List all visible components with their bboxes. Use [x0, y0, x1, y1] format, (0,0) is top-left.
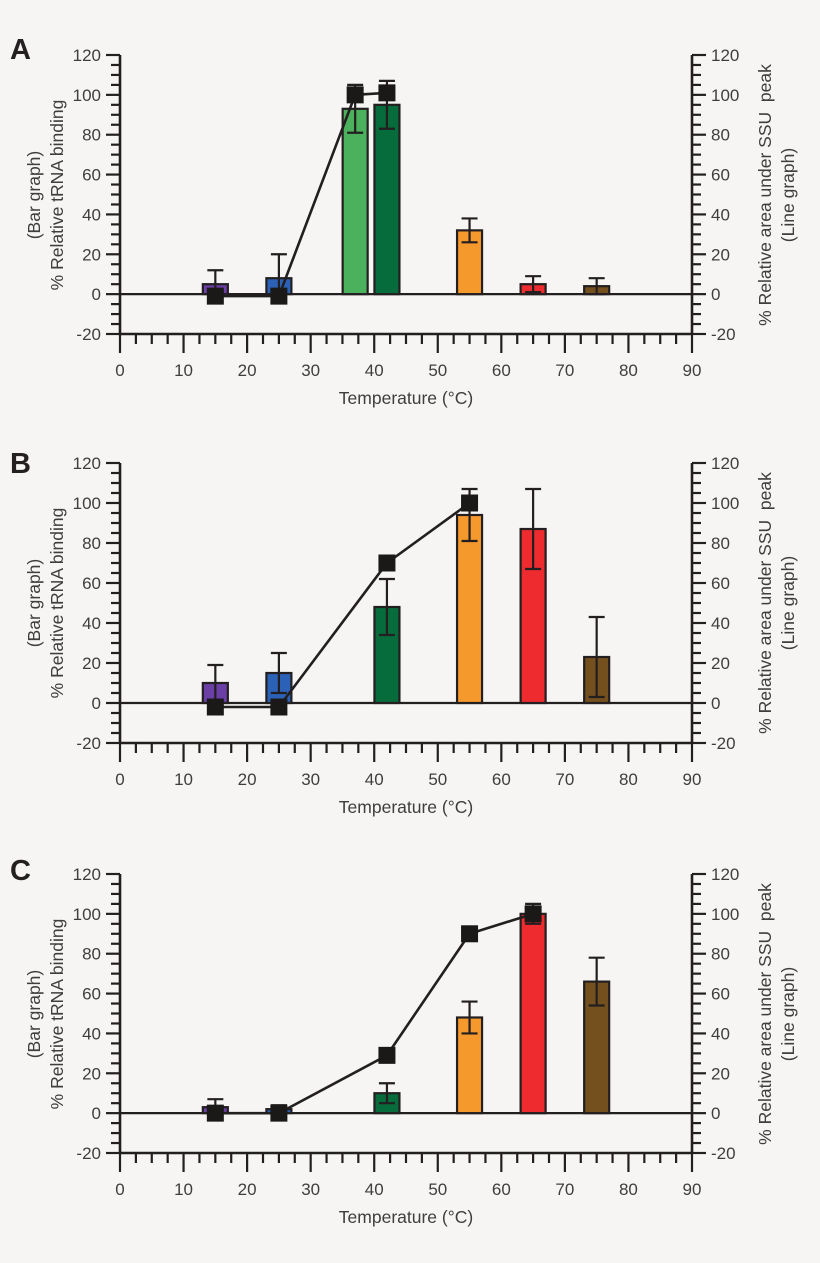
y-tick-label-right: 100	[711, 494, 740, 513]
y-tick-label-right: 120	[711, 865, 740, 884]
y-tick-label-right: 100	[711, 85, 740, 105]
y-tick-label-left: 60	[82, 574, 101, 593]
y-tick-label-left: -20	[76, 734, 101, 753]
line-marker-65c	[525, 905, 542, 922]
y-tick-label-left: 60	[82, 165, 101, 185]
y-tick-label-left: 80	[82, 944, 101, 964]
x-tick-label: 70	[555, 770, 575, 789]
line-marker-42c	[378, 1047, 395, 1064]
x-tick-label: 20	[237, 361, 257, 380]
panel-label-b: B	[10, 448, 31, 480]
y-tick-label-right: 100	[711, 904, 740, 924]
y-tick-label-right: -20	[711, 325, 736, 344]
y-tick-label-right: 20	[711, 245, 730, 265]
line-marker-25c	[270, 699, 287, 716]
left-axis-title-c	[23, 919, 69, 1110]
line-marker-15c	[207, 288, 224, 305]
x-tick-label: 80	[618, 1180, 638, 1199]
x-axis-title-b: Temperature (°C)	[338, 797, 474, 817]
x-tick-label: 20	[237, 1180, 257, 1199]
bar-red-65c	[521, 914, 546, 1113]
x-tick-label: 60	[491, 1180, 511, 1199]
right-axis-title-line1: % Relative area under SSU peak	[755, 472, 775, 734]
y-tick-label-right: 60	[711, 984, 730, 1004]
line-marker-42c	[378, 555, 395, 572]
x-axis-title-c: Temperature (°C)	[338, 1207, 474, 1227]
right-axis-title-line2: (Line graph)	[778, 966, 798, 1062]
y-tick-label-right: 80	[711, 944, 730, 964]
right-axis-title-line1: % Relative area under SSU peak	[755, 883, 775, 1145]
y-tick-label-left: 100	[72, 494, 101, 513]
x-tick-label: 50	[428, 770, 448, 789]
y-tick-label-right: 40	[711, 614, 730, 633]
chart-svg-b	[0, 420, 820, 842]
right-axis-title-b	[754, 472, 800, 734]
x-tick-label: 90	[682, 361, 702, 380]
x-tick-label: 90	[682, 1180, 702, 1199]
x-tick-label: 20	[237, 770, 257, 789]
y-tick-label-right: 120	[711, 454, 740, 473]
x-tick-label: 60	[491, 361, 511, 380]
y-tick-label-left: 120	[72, 46, 101, 65]
panel-label-c: C	[10, 855, 31, 887]
x-tick-label: 10	[174, 1180, 194, 1199]
x-tick-label: 90	[682, 770, 702, 789]
x-tick-label: 30	[301, 1180, 321, 1199]
y-tick-label-left: 100	[72, 85, 101, 105]
right-axis-title-line2: (Line graph)	[778, 147, 798, 243]
y-tick-label-right: 0	[711, 694, 721, 713]
x-tick-label: 80	[618, 770, 638, 789]
x-tick-label: 70	[555, 1180, 575, 1199]
line-series	[215, 914, 533, 1113]
y-tick-label-left: 60	[82, 984, 101, 1004]
y-tick-label-left: 20	[82, 245, 101, 265]
line-marker-25c	[270, 1105, 287, 1122]
y-tick-label-right: 80	[711, 125, 730, 145]
left-axis-title-line1: (Bar graph)	[24, 150, 44, 240]
left-axis-title-line2: % Relative tRNA binding	[47, 507, 67, 699]
y-tick-label-left: 40	[82, 1024, 101, 1044]
y-tick-label-right: 20	[711, 1064, 730, 1084]
y-tick-label-left: 100	[72, 904, 101, 924]
y-tick-label-right: 40	[711, 205, 730, 225]
y-tick-label-left: -20	[76, 1144, 101, 1163]
y-tick-label-left: 0	[91, 694, 101, 713]
y-tick-label-right: -20	[711, 734, 736, 753]
line-marker-15c	[207, 1105, 224, 1122]
y-tick-label-left: 80	[82, 125, 101, 145]
y-tick-label-right: 20	[711, 654, 730, 673]
x-tick-label: 10	[174, 361, 194, 380]
line-marker-37c	[347, 86, 364, 103]
left-axis-title-line1: (Bar graph)	[24, 558, 44, 648]
x-tick-label: 40	[364, 1180, 384, 1199]
line-marker-15c	[207, 699, 224, 716]
y-tick-label-right: 60	[711, 165, 730, 185]
right-axis-title-a	[754, 64, 800, 326]
x-tick-label: 0	[115, 1180, 125, 1199]
x-tick-label: 40	[364, 361, 384, 380]
panel-label-a: A	[10, 34, 31, 66]
x-tick-label: 30	[301, 361, 321, 380]
y-tick-label-right: -20	[711, 1144, 736, 1163]
line-marker-25c	[270, 288, 287, 305]
x-tick-label: 70	[555, 361, 575, 380]
panel-a	[0, 0, 820, 420]
panel-c	[0, 842, 820, 1263]
panel-b	[0, 420, 820, 842]
x-tick-label: 50	[428, 361, 448, 380]
y-tick-label-right: 120	[711, 46, 740, 65]
bar-dark-green-42c	[374, 105, 399, 294]
y-tick-label-left: 40	[82, 614, 101, 633]
chart-svg-a	[0, 0, 820, 420]
y-tick-label-right: 60	[711, 574, 730, 593]
y-tick-label-left: 40	[82, 205, 101, 225]
bar-light-green-37c	[343, 109, 368, 294]
line-series	[215, 503, 469, 707]
y-tick-label-left: 20	[82, 1064, 101, 1084]
x-axis-title-a: Temperature (°C)	[338, 388, 474, 408]
left-axis-title-line2: % Relative tRNA binding	[47, 918, 67, 1110]
left-axis-title-line2: % Relative tRNA binding	[47, 99, 67, 291]
y-tick-label-left: 0	[91, 285, 101, 305]
x-tick-label: 40	[364, 770, 384, 789]
x-tick-label: 60	[491, 770, 511, 789]
y-tick-label-left: 120	[72, 454, 101, 473]
right-axis-title-line2: (Line graph)	[778, 555, 798, 651]
x-tick-label: 10	[174, 770, 194, 789]
y-tick-label-right: 40	[711, 1024, 730, 1044]
y-tick-label-left: 20	[82, 654, 101, 673]
y-tick-label-right: 0	[711, 1104, 721, 1124]
y-tick-label-left: 0	[91, 1104, 101, 1124]
left-axis-title-b	[23, 508, 69, 699]
y-tick-label-left: 80	[82, 534, 101, 553]
y-tick-label-left: -20	[76, 325, 101, 344]
line-marker-42c	[378, 84, 395, 101]
right-axis-title-line1: % Relative area under SSU peak	[755, 64, 775, 326]
chart-svg-c	[0, 842, 820, 1263]
x-tick-label: 30	[301, 770, 321, 789]
x-tick-label: 80	[618, 361, 638, 380]
line-marker-55c	[461, 495, 478, 512]
y-tick-label-right: 80	[711, 534, 730, 553]
left-axis-title-line1: (Bar graph)	[24, 969, 44, 1059]
right-axis-title-c	[754, 883, 800, 1145]
y-tick-label-right: 0	[711, 285, 721, 305]
x-tick-label: 0	[115, 361, 125, 380]
bar-orange-55c	[457, 515, 482, 703]
y-tick-label-left: 120	[72, 865, 101, 884]
line-marker-55c	[461, 925, 478, 942]
x-tick-label: 50	[428, 1180, 448, 1199]
left-axis-title-a	[23, 100, 69, 291]
x-tick-label: 0	[115, 770, 125, 789]
